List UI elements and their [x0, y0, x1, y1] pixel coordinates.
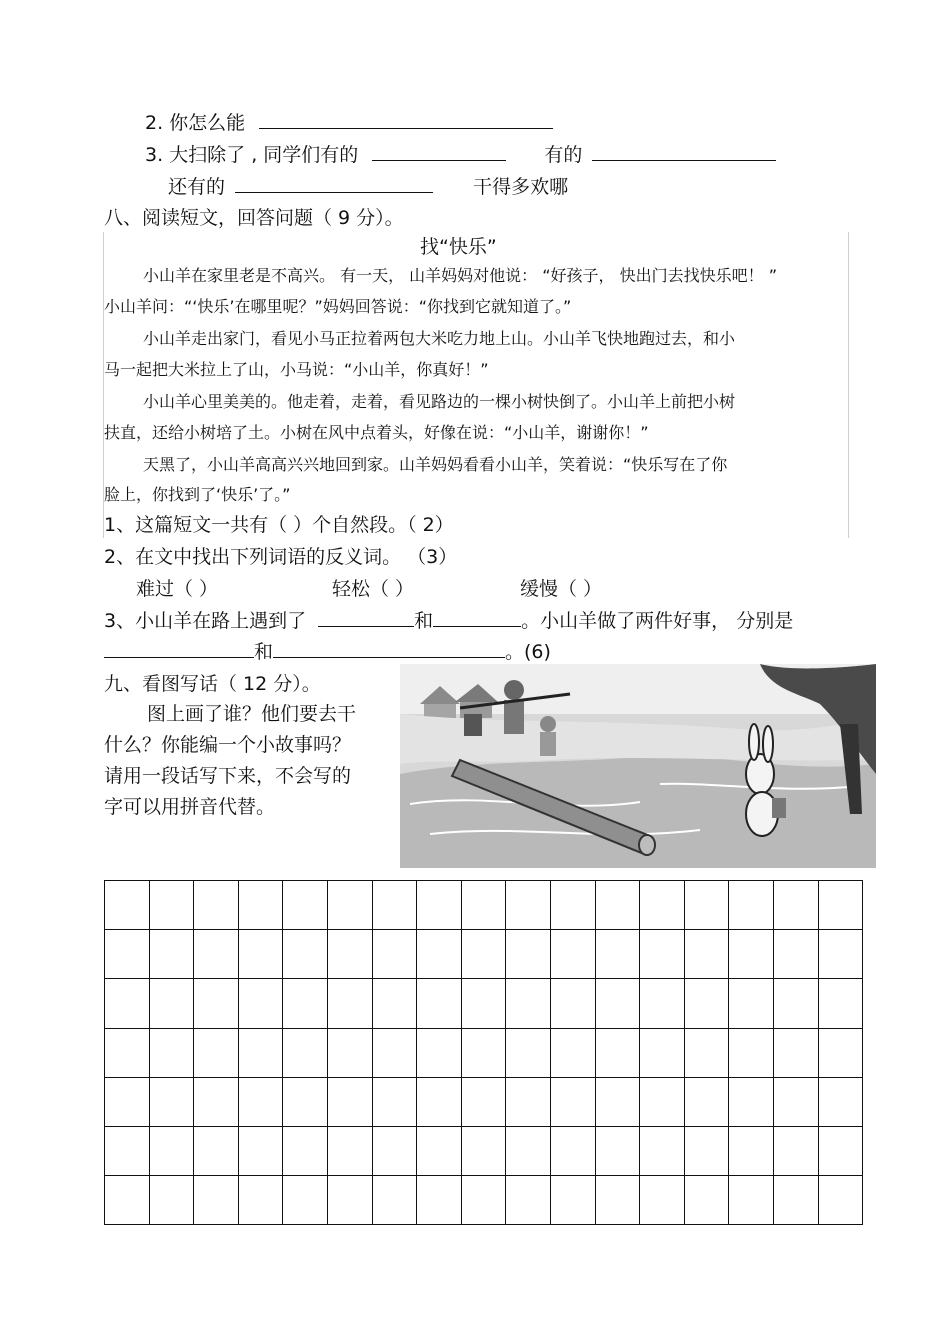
grid-cell[interactable] — [149, 979, 194, 1028]
grid-cell[interactable] — [283, 979, 328, 1028]
grid-cell[interactable] — [417, 1077, 462, 1126]
grid-row — [105, 1028, 863, 1077]
grid-cell[interactable] — [194, 881, 239, 930]
grid-cell[interactable] — [684, 979, 729, 1028]
grid-cell[interactable] — [640, 1176, 685, 1225]
passage-line: 脸上，你找到了‘快乐’了。” — [104, 485, 291, 504]
grid-cell[interactable] — [684, 1126, 729, 1175]
grid-row — [105, 1126, 863, 1175]
grid-cell[interactable] — [550, 1126, 595, 1175]
q3-meet-blank-2[interactable] — [433, 608, 521, 627]
grid-cell[interactable] — [238, 930, 283, 979]
question-3-part1: 3、小山羊在路上遇到了 — [104, 610, 307, 632]
grid-cell[interactable] — [238, 1028, 283, 1077]
grid-row — [105, 930, 863, 979]
grid-cell[interactable] — [283, 1028, 328, 1077]
grid-cell[interactable] — [105, 930, 150, 979]
grid-cell[interactable] — [238, 979, 283, 1028]
grid-cell[interactable] — [194, 1176, 239, 1225]
grid-cell[interactable] — [149, 1028, 194, 1077]
grid-cell[interactable] — [461, 979, 506, 1028]
grid-cell[interactable] — [550, 930, 595, 979]
grid-cell[interactable] — [372, 1126, 417, 1175]
grid-cell[interactable] — [461, 1176, 506, 1225]
passage-title: 找“快乐” — [420, 236, 497, 258]
grid-cell[interactable] — [818, 930, 863, 979]
grid-cell[interactable] — [372, 881, 417, 930]
grid-cell[interactable] — [506, 1028, 551, 1077]
grid-cell[interactable] — [818, 1028, 863, 1077]
grid-cell[interactable] — [327, 1126, 372, 1175]
grid-cell[interactable] — [506, 881, 551, 930]
grid-cell[interactable] — [417, 979, 462, 1028]
q3-blank-1[interactable] — [372, 142, 506, 161]
q3-blank-2[interactable] — [592, 142, 776, 161]
grid-cell[interactable] — [149, 881, 194, 930]
grid-cell[interactable] — [550, 1028, 595, 1077]
passage-line: 小山羊问：“‘快乐’在哪里呢？”妈妈回答说：“你找到它就知道了。” — [104, 297, 572, 316]
question-3-and-2: 和 — [254, 641, 274, 663]
grid-cell[interactable] — [283, 1126, 328, 1175]
grid-cell[interactable] — [238, 1176, 283, 1225]
grid-cell[interactable] — [729, 1077, 774, 1126]
grid-cell[interactable] — [506, 1077, 551, 1126]
grid-cell[interactable] — [327, 1077, 372, 1126]
antonym-2[interactable]: 轻松（ ） — [332, 578, 415, 600]
grid-cell[interactable] — [283, 1176, 328, 1225]
grid-cell[interactable] — [773, 1176, 818, 1225]
grid-cell[interactable] — [640, 1126, 685, 1175]
grid-row — [105, 1176, 863, 1225]
grid-cell[interactable] — [595, 930, 640, 979]
grid-cell[interactable] — [372, 1077, 417, 1126]
q3-meet-blank-1[interactable] — [318, 608, 414, 627]
grid-cell[interactable] — [149, 1126, 194, 1175]
grid-row — [105, 979, 863, 1028]
grid-cell[interactable] — [105, 1077, 150, 1126]
grid-cell[interactable] — [818, 881, 863, 930]
grid-cell[interactable] — [417, 1028, 462, 1077]
grid-cell[interactable] — [595, 1176, 640, 1225]
passage-line: 小山羊心里美美的。他走着，走着，看见路边的一棵小树快倒了。小山羊上前把小树 — [143, 392, 736, 411]
grid-cell[interactable] — [773, 1126, 818, 1175]
grid-cell[interactable] — [194, 1028, 239, 1077]
grid-cell[interactable] — [149, 930, 194, 979]
grid-cell[interactable] — [372, 979, 417, 1028]
grid-cell[interactable] — [818, 1077, 863, 1126]
grid-cell[interactable] — [684, 930, 729, 979]
section9-heading: 九、看图写话（ 12 分）。 — [104, 673, 321, 695]
grid-cell[interactable] — [417, 1126, 462, 1175]
grid-cell[interactable] — [640, 930, 685, 979]
q3-deed-blank-1[interactable] — [104, 639, 254, 658]
grid-cell[interactable] — [327, 930, 372, 979]
grid-cell[interactable] — [773, 930, 818, 979]
grid-cell[interactable] — [105, 1126, 150, 1175]
grid-cell[interactable] — [194, 930, 239, 979]
q2-label: 2. 你怎么能 — [145, 112, 246, 134]
grid-cell[interactable] — [773, 979, 818, 1028]
antonym-3[interactable]: 缓慢（ ） — [520, 578, 603, 600]
grid-cell[interactable] — [105, 979, 150, 1028]
grid-cell[interactable] — [461, 881, 506, 930]
grid-cell[interactable] — [729, 881, 774, 930]
grid-cell[interactable] — [506, 979, 551, 1028]
grid-cell[interactable] — [773, 881, 818, 930]
question-1: 1、这篇短文一共有（ ）个自然段。（ 2） — [104, 514, 454, 536]
grid-cell[interactable] — [238, 881, 283, 930]
grid-cell[interactable] — [595, 1077, 640, 1126]
grid-cell[interactable] — [729, 1126, 774, 1175]
grid-cell[interactable] — [372, 1028, 417, 1077]
grid-cell[interactable] — [818, 1176, 863, 1225]
grid-cell[interactable] — [550, 881, 595, 930]
question-3-and-1: 和 — [414, 610, 434, 632]
grid-cell[interactable] — [729, 1028, 774, 1077]
grid-cell[interactable] — [417, 881, 462, 930]
grid-cell[interactable] — [105, 1176, 150, 1225]
grid-cell[interactable] — [372, 1176, 417, 1225]
grid-cell[interactable] — [283, 1077, 328, 1126]
grid-cell[interactable] — [684, 1077, 729, 1126]
q3-line — [145, 142, 776, 167]
grid-cell[interactable] — [105, 1028, 150, 1077]
grid-cell[interactable] — [194, 1077, 239, 1126]
grid-cell[interactable] — [729, 930, 774, 979]
grid-cell[interactable] — [640, 979, 685, 1028]
grid-cell[interactable] — [327, 881, 372, 930]
antonym-1[interactable]: 难过（ ） — [136, 578, 219, 600]
grid-cell[interactable] — [684, 881, 729, 930]
prompt-line: 什么？你能编一个小故事吗？ — [104, 734, 352, 756]
prompt-line: 请用一段话写下来，不会写的 — [104, 765, 352, 787]
question-3-part2: 。小山羊做了两件好事， 分别是 — [521, 610, 794, 632]
grid-cell[interactable] — [595, 881, 640, 930]
grid-cell[interactable] — [238, 1077, 283, 1126]
grid-cell[interactable] — [149, 1176, 194, 1225]
picture-illustration — [400, 664, 876, 868]
grid-cell[interactable] — [550, 1176, 595, 1225]
grid-cell[interactable] — [327, 1028, 372, 1077]
passage-line: 扶直，还给小树培了土。小树在风中点着头，好像在说：“小山羊，谢谢你！” — [104, 423, 649, 442]
grid-cell[interactable] — [729, 1176, 774, 1225]
question-3-end: 。(6) — [505, 641, 551, 663]
grid-cell[interactable] — [461, 930, 506, 979]
grid-cell[interactable] — [595, 979, 640, 1028]
grid-cell[interactable] — [506, 930, 551, 979]
passage-line: 天黑了，小山羊高高兴兴地回到家。山羊妈妈看看小山羊，笑着说：“快乐写在了你 — [143, 455, 728, 474]
grid-cell[interactable] — [283, 881, 328, 930]
grid-cell[interactable] — [327, 979, 372, 1028]
q3-blank-3[interactable] — [235, 174, 433, 193]
passage-line: 小山羊走出家门，看见小马正拉着两包大米吃力地上山。小山羊飞快地跑过去，和小 — [143, 329, 736, 348]
q3-end-label: 干得多欢哪 — [473, 176, 569, 198]
grid-cell[interactable] — [773, 1077, 818, 1126]
passage-line: 马一起把大米拉上了山，小马说：“小山羊，你真好！” — [104, 360, 489, 379]
question-2: 2、在文中找出下列词语的反义词。 （3） — [104, 546, 458, 568]
grid-cell[interactable] — [372, 930, 417, 979]
q2-line — [145, 110, 553, 135]
q3-mid-label: 有的 — [544, 144, 583, 166]
grid-cell[interactable] — [640, 1028, 685, 1077]
grid-cell[interactable] — [194, 979, 239, 1028]
grid-row — [105, 1077, 863, 1126]
grid-cell[interactable] — [283, 930, 328, 979]
grid-cell[interactable] — [461, 1126, 506, 1175]
grid-cell[interactable] — [461, 1028, 506, 1077]
grid-cell[interactable] — [550, 1077, 595, 1126]
grid-cell[interactable] — [818, 1126, 863, 1175]
q3-cont-label: 还有的 — [168, 176, 226, 198]
grid-cell[interactable] — [194, 1126, 239, 1175]
q3-deed-blank-2[interactable] — [273, 639, 505, 658]
grid-cell[interactable] — [640, 1077, 685, 1126]
passage-border-right — [848, 232, 849, 538]
grid-cell[interactable] — [550, 979, 595, 1028]
grid-cell[interactable] — [595, 1028, 640, 1077]
q3-cont-line — [168, 174, 568, 199]
grid-cell[interactable] — [238, 1126, 283, 1175]
question-3-cont — [104, 639, 551, 664]
writing-grid-table — [104, 880, 863, 1225]
grid-cell[interactable] — [729, 979, 774, 1028]
q3-label: 3. 大扫除了 , 同学们有的 — [145, 144, 359, 166]
grid-cell[interactable] — [327, 1176, 372, 1225]
grid-cell[interactable] — [149, 1077, 194, 1126]
grid-cell[interactable] — [684, 1176, 729, 1225]
grid-cell[interactable] — [506, 1126, 551, 1175]
prompt-line: 字可以用拼音代替。 — [104, 796, 276, 818]
grid-cell[interactable] — [595, 1126, 640, 1175]
grid-cell[interactable] — [773, 1028, 818, 1077]
grid-cell[interactable] — [417, 1176, 462, 1225]
passage-line: 小山羊在家里老是不高兴。 有一天， 山羊妈妈对他说： “好孩子， 快出门去找快乐吧！ ” — [143, 266, 778, 285]
section8-heading: 八、阅读短文，回答问题（ 9 分）。 — [104, 207, 404, 229]
q2-blank[interactable] — [259, 110, 553, 129]
grid-cell[interactable] — [640, 881, 685, 930]
grid-cell[interactable] — [461, 1077, 506, 1126]
grid-cell[interactable] — [818, 979, 863, 1028]
writing-grid[interactable] — [104, 880, 863, 1225]
grid-cell[interactable] — [417, 930, 462, 979]
question-3 — [104, 608, 793, 633]
grid-row — [105, 881, 863, 930]
grid-cell[interactable] — [684, 1028, 729, 1077]
grid-cell[interactable] — [506, 1176, 551, 1225]
grid-cell[interactable] — [105, 881, 150, 930]
prompt-line: 图上画了谁？他们要去干 — [147, 703, 357, 725]
